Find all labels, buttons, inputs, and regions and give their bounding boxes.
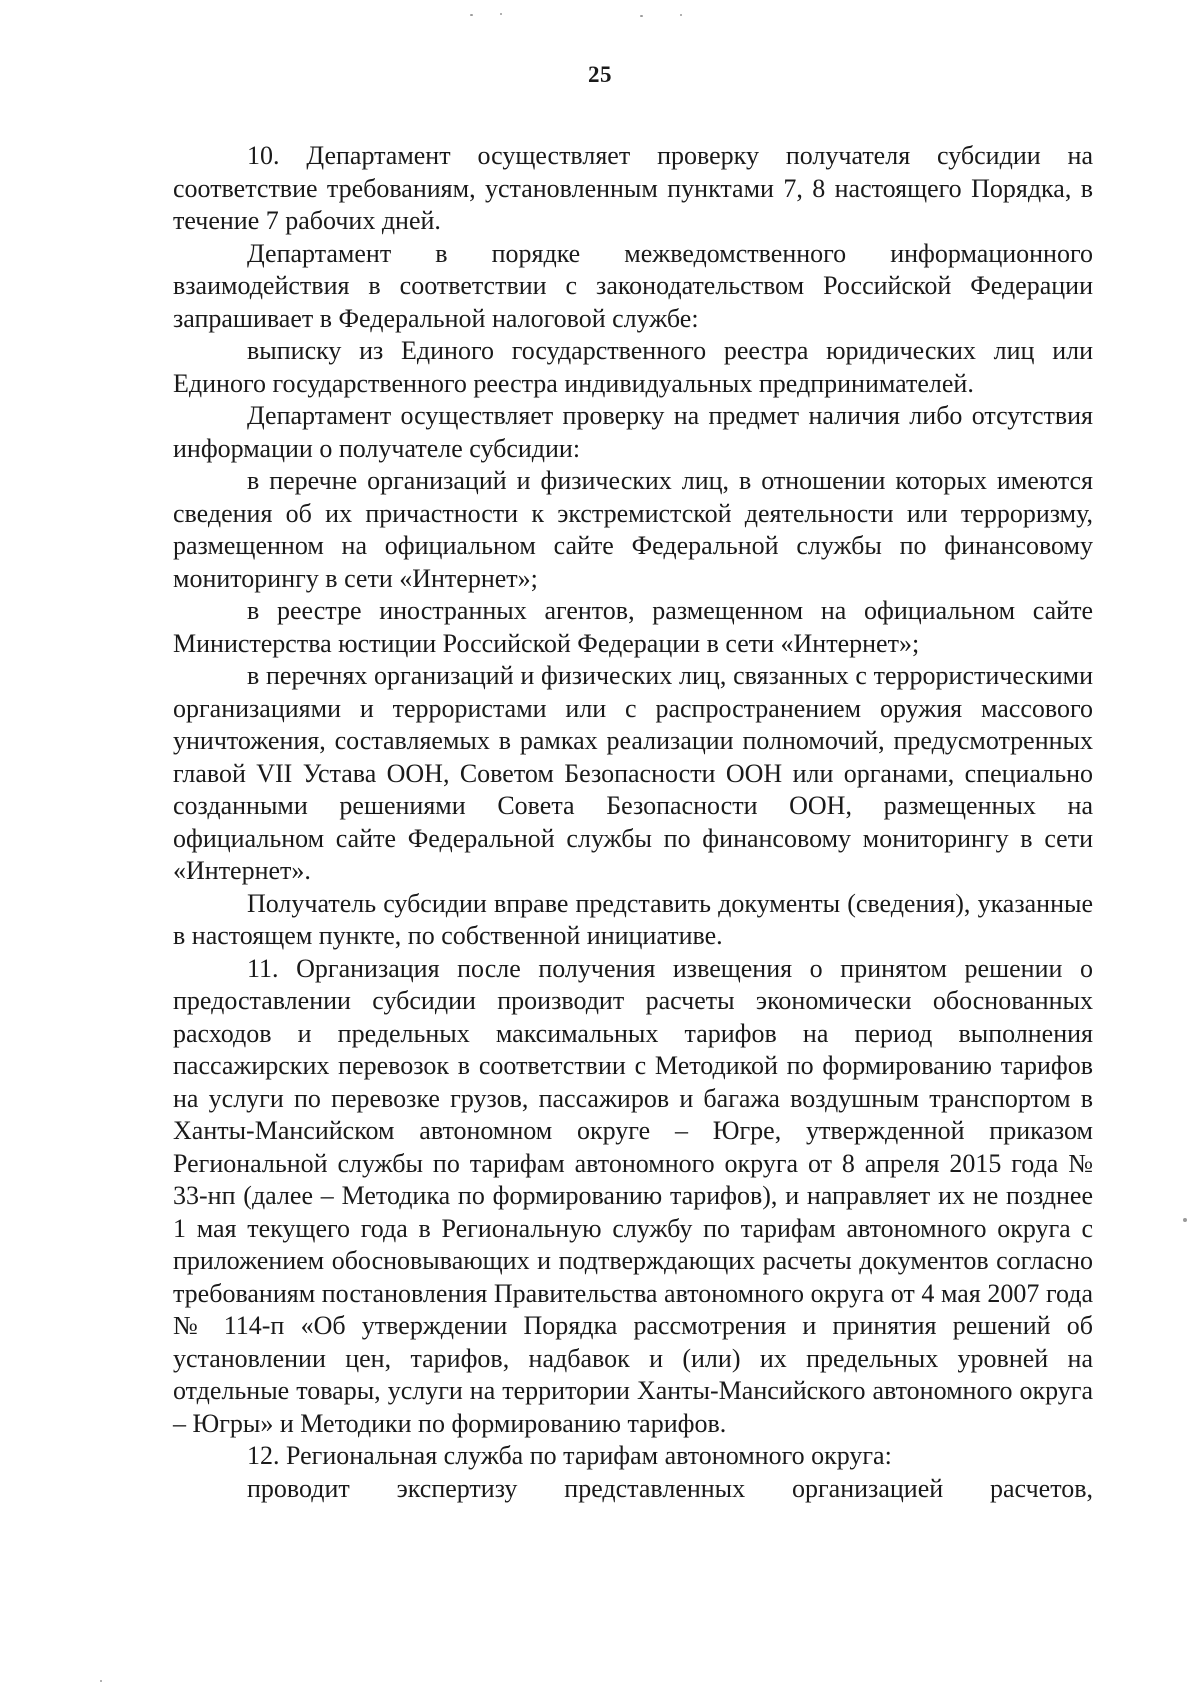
page-number: 25 xyxy=(588,62,612,87)
scan-speck xyxy=(640,15,643,17)
scan-speck xyxy=(680,14,682,16)
scan-speck xyxy=(470,14,473,16)
paragraph: Получатель субсидии вправе представить документы (сведения), указанные в настоящем пункте, по собственной инициативе. xyxy=(173,888,1093,950)
paragraph: в перечне организаций и физических лиц, в отношении которых имеются сведения об их причастности к экстремистской деятельности или терроризму, размещенном на официальном сайте Федеральной службы по финансовому мониторингу в сети «Интернет»; xyxy=(173,466,1093,593)
paragraph: в реестре иностранных агентов, размещенном на официальном сайте Министерства юстиции Российской Федерации в сети «Интернет»; xyxy=(173,596,1093,658)
scan-speck xyxy=(100,1680,102,1682)
scan-speck xyxy=(1183,1218,1187,1222)
paragraph-10: 10. Департамент осуществляет проверку получателя субсидии на соответствие требованиям, установленным пунктами 7, 8 настоящего Порядка, в течение 7 рабочих дней. xyxy=(173,141,1093,235)
paragraph: Департамент осуществляет проверку на предмет наличия либо отсутствия информации о получателе субсидии: xyxy=(173,401,1093,463)
scan-speck xyxy=(500,13,502,15)
paragraph: Департамент в порядке межведомственного информационного взаимодействия в соответствии с законодательством Российской Федерации запрашивает в Федеральной налоговой службе: xyxy=(173,238,1093,333)
document-body xyxy=(173,140,1093,1505)
paragraph: проводит экспертизу представленных организацией расчетов, xyxy=(247,1473,1093,1503)
paragraph: в перечнях организаций и физических лиц, связанных с террористическими организациями и террористами или с распространением оружия массового уничтожения, составляемых в рамках реализации полномочий, предусмотренных главой VII Устава ООН, Советом Безопасности ООН или органами, специально созданными решениями Совета Безопасности ООН, размещенных на официальном сайте Федеральной службы по финансовому мониторингу в сети «Интернет». xyxy=(173,661,1093,885)
paragraph-11: 11. Организация после получения извещения о принятом решении о предоставлении субсидии производит расчеты экономически обоснованных расходов и предельных максимальных тарифов на период выполнения пассажирских перевозок в соответствии с Методикой по формированию тарифов на услуги по перевозке грузов, пассажиров и багажа воздушным транспортом в Ханты-Мансийском автономном округе – Югре, утвержденной приказом Региональной службы по тарифам автономного округа от 8 апреля 2015 года № 33-нп (далее – Методика по формированию тарифов), и направляет их не позднее 1 мая текущего года в Региональную службу по тарифам автономного округа с приложением обосновывающих и подтверждающих расчеты документов согласно требованиям постановления Правительства автономного округа от 4 мая 2007 года № 114-п «Об утверждении Порядка рассмотрения и принятия решений об установлении цен, тарифов, надбавок и (или) их предельных уровней на отдельные товары, услуги на территории Ханты-Мансийского автономного округа – Югры» и Методики по формированию тарифов. xyxy=(173,953,1093,1438)
paragraph-12: 12. Региональная служба по тарифам автономного округа: xyxy=(247,1441,892,1470)
paragraph: выписку из Единого государственного реестра юридических лиц или Единого государственного реестра индивидуальных предпринимателей. xyxy=(173,336,1093,398)
